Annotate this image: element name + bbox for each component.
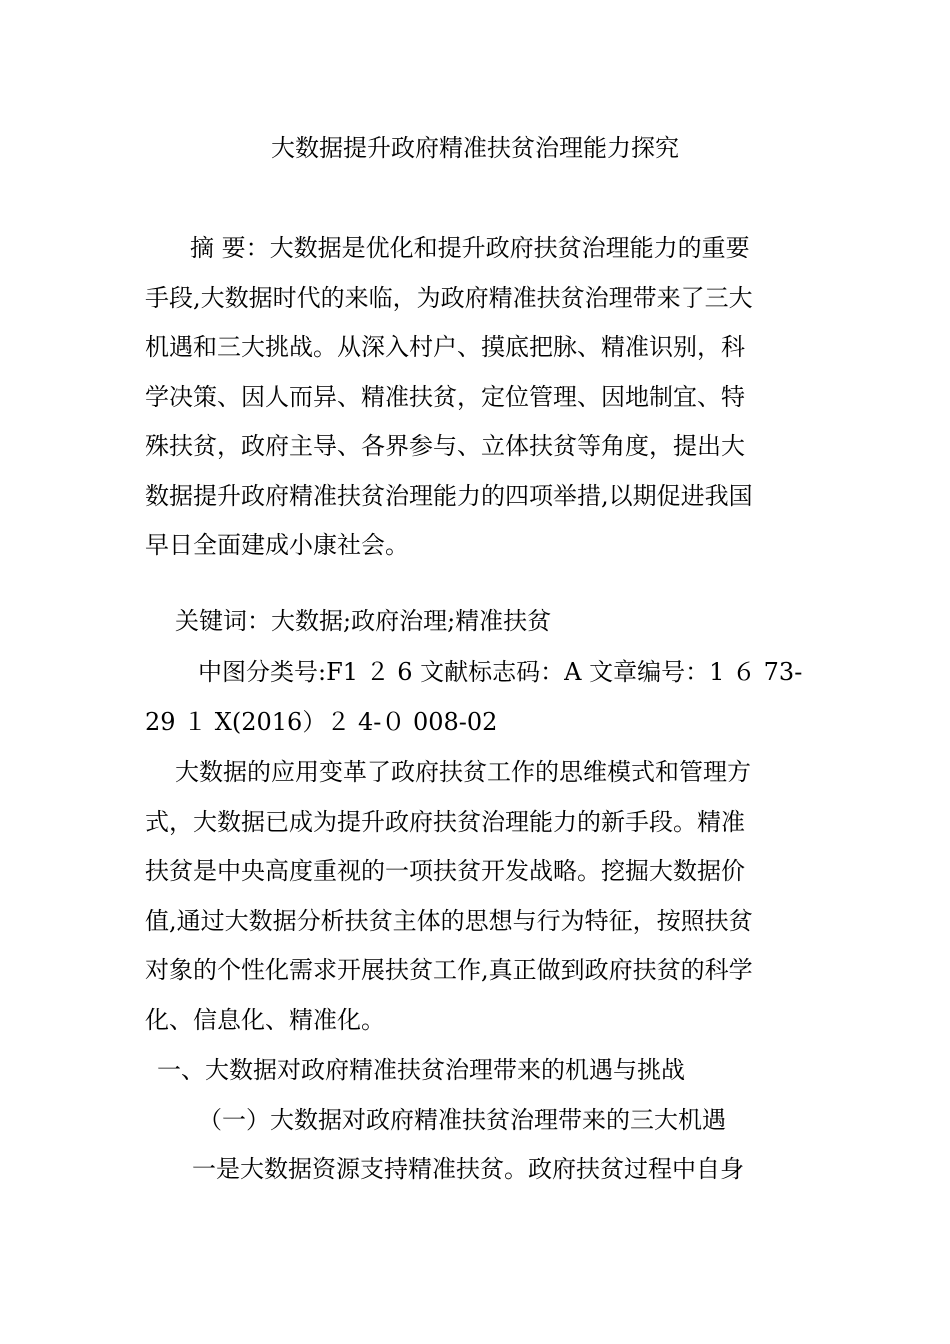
section-subheading: （一）大数据对政府精准扶贫治理带来的三大机遇 bbox=[198, 1106, 726, 1134]
body-line: 值,通过大数据分析扶贫主体的思想与行为特征，按照扶贫 bbox=[145, 907, 753, 935]
abstract-line: 早日全面建成小康社会。 bbox=[145, 531, 409, 559]
section-heading: 一、大数据对政府精准扶贫治理带来的机遇与挑战 bbox=[157, 1056, 685, 1084]
body-line: 一是大数据资源支持精准扶贫。政府扶贫过程中自身 bbox=[192, 1155, 744, 1183]
body-line: 对象的个性化需求开展扶贫工作,真正做到政府扶贫的科学 bbox=[145, 956, 753, 984]
body-line: 大数据的应用变革了政府扶贫工作的思维模式和管理方 bbox=[175, 758, 751, 786]
keywords: 关键词：大数据;政府治理;精准扶贫 bbox=[175, 607, 552, 635]
document-title: 大数据提升政府精准扶贫治理能力探究 bbox=[271, 134, 679, 162]
abstract-line: 数据提升政府精准扶贫治理能力的四项举措,以期促进我国 bbox=[145, 482, 753, 510]
abstract-line: 学决策、因人而异、精准扶贫，定位管理、因地制宜、特 bbox=[145, 383, 745, 411]
body-line: 化、信息化、精准化。 bbox=[145, 1006, 385, 1034]
body-line: 式，大数据已成为提升政府扶贫治理能力的新手段。精准 bbox=[145, 808, 745, 836]
classification-line: 29 １ X(2016）２ 4-０ 008-02 bbox=[145, 708, 498, 736]
abstract-line: 机遇和三大挑战。从深入村户、摸底把脉、精准识别，科 bbox=[145, 333, 745, 361]
classification-line: 中图分类号:F1 ２ 6 文献标志码：A 文章编号：1 ６ 73- bbox=[198, 658, 803, 686]
abstract-line: 殊扶贫，政府主导、各界参与、立体扶贫等角度，提出大 bbox=[145, 432, 745, 460]
body-line: 扶贫是中央高度重视的一项扶贫开发战略。挖掘大数据价 bbox=[145, 857, 745, 885]
abstract-line: 摘 要：大数据是优化和提升政府扶贫治理能力的重要 bbox=[190, 234, 750, 262]
abstract-line: 手段,大数据时代的来临，为政府精准扶贫治理带来了三大 bbox=[145, 284, 753, 312]
